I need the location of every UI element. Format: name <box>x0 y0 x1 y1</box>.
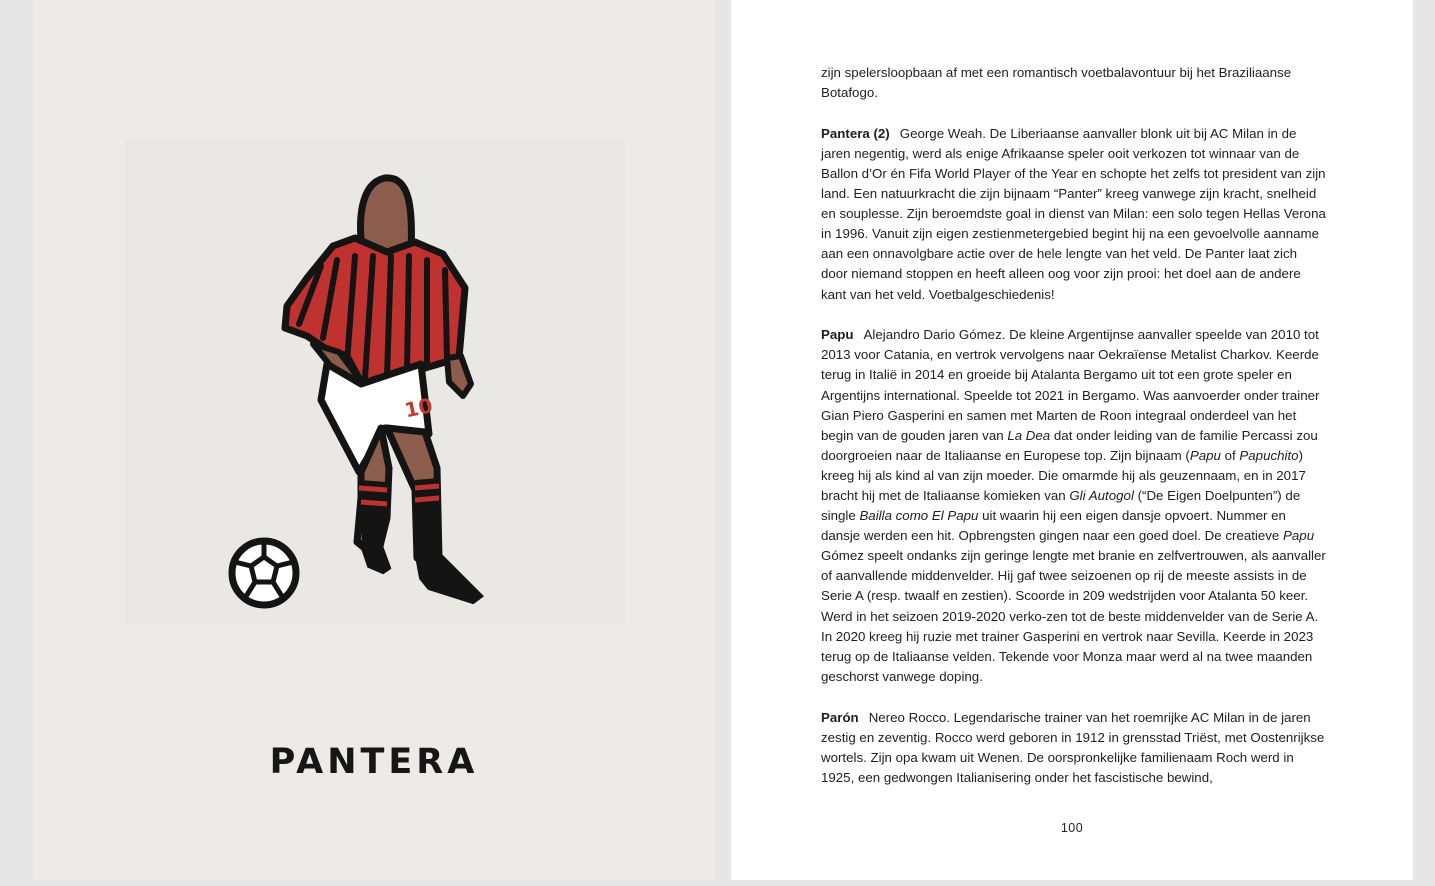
entry-term: Parón <box>821 709 859 725</box>
player-boot-right <box>417 556 481 602</box>
text-column <box>821 63 1326 808</box>
entry-text: Nereo Rocco. Legendarische trainer van het roemrijke AC Milan in de jaren zestig en zeventig. Rocco werd geboren in 1912 in grensstad Triëst, met Oostenrijkse wortels. Zijn opa kwam uit Wenen. De oorspronkelijke familienaam Roch werd in 1925, een gedwongen Italianisering onder het fascistische bewind, <box>821 709 1325 785</box>
entry-pantera <box>821 124 1326 305</box>
entry-term: Papu <box>821 327 854 343</box>
football-icon <box>232 541 296 605</box>
player-sock-right <box>415 478 441 560</box>
shirt-number: 10 <box>402 393 435 423</box>
player-boot-left <box>361 542 389 572</box>
entry-term: Pantera (2) <box>821 125 890 141</box>
illustration-caption: PANTERA <box>269 742 479 782</box>
page-number: 100 <box>1060 821 1084 835</box>
entry-papu: Papu Alejandro Dario Gómez. De kleine Argentijnse aanvaller speelde van 2010 tot 2013 voor Catania, en vertrok vervolgens naar Oekraïense Metalist Charkov. Keerde terug in Italië in 2014 en groeide bij Atalanta Bergamo uit tot een grote speler en Argentijns international. Speelde tot 2021 in Bergamo. Was aanvoerder onder trainer Gian Piero Gasperini en samen met Marten de Roon integraal onderdeel van het begin van de gouden jaren van La Dea dat onder leiding van de familie Percassi zou doorgroeien naar de Italiaanse en Europese top. Zijn bijnaam (Papu of Papuchito) kreeg hij als kind al van zijn moeder. Die omarmde hij als geuzennaam, en in 2017 bracht hij met de Italiaanse komieken van Gli Autogol (“De Eigen Doelpunten”) de single Bailla como El Papu uit waarin hij een eigen dansje opvoert. Nummer en dansje werden een hit. Opbrengsten gingen naar een goed doel. De creatieve Papu Gómez speelt ondanks zijn geringe lengte met branie en zelfvertrouwen, als aanvaller of aanvallende middenvelder. Hij gaf twee seizoenen op rij de meeste assists in de Serie A (resp. twaalf en zestien). Scoorde in 209 wedstrijden voor Atalanta 50 keer. Werd in het seizoen 2019-2020 verko-zen tot de beste middenvelder van de Serie A. In 2020 kreeg hij ruzie met trainer Gasperini en vertrok naar Sevilla. Keerde in 2023 terug op de Italiaanse velden. Tekende voor Monza maar werd al na twee maanden geschorst vanwege doping. <box>821 327 1326 684</box>
left-page <box>33 0 715 880</box>
right-page <box>731 0 1413 880</box>
entry-paron <box>821 708 1326 788</box>
footballer-illustration <box>125 138 625 624</box>
continuation-paragraph: zijn spelersloopbaan af met een romantisch voetbalavontuur bij het Braziliaanse Botafogo. <box>821 65 1292 101</box>
player-hand-right <box>447 356 471 396</box>
entry-text: George Weah. De Liberiaanse aanvaller blonk uit bij AC Milan in de jaren negentig, werd als enige Afrikaanse speler ooit verkozen tot winnaar van de Ballon d’Or én Fifa World Player of the Year en schopte het zelfs tot president van zijn land. Een natuurkracht die zijn bijnaam “Panter” kreeg vanwege zijn kracht, snelheid en souplesse. Zijn beroemdste goal in dienst van Milan: een solo tegen Hellas Verona in 1996. Vanuit zijn eigen zestienmetergebied begint hij na een gevoelvolle aanname aan een onnavolgbare actie over de hele lengte van het veld. De Panter laat zich door niemand stoppen en heeft alleen oog voor zijn prooi: het doel aan de andere kant van het veld. Voetbalgeschiedenis! <box>821 125 1326 302</box>
